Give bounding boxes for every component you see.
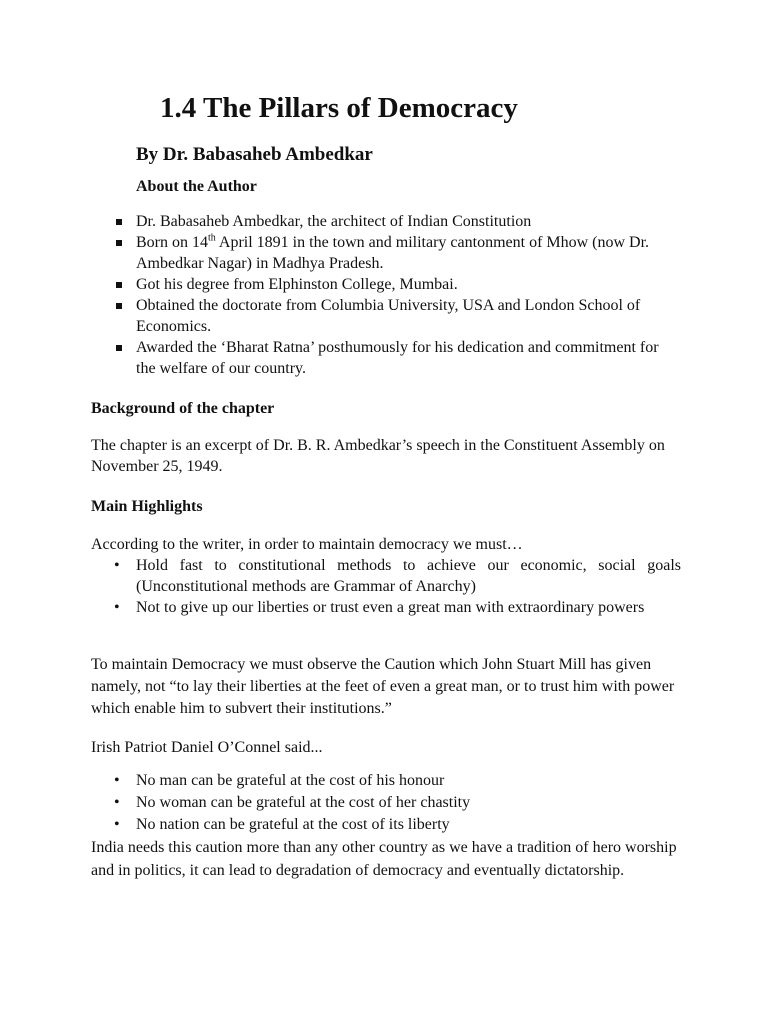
list-item: • No man can be grateful at the cost of his honour (136, 770, 681, 792)
oconnel-intro: Irish Patriot Daniel O’Connel said... (91, 739, 323, 756)
list-item (136, 232, 681, 274)
closing-paragraph: India needs this caution more than any other country as we have a tradition of hero worship and in politics, it can lead to degradation of democracy and eventually dictatorship. (91, 839, 677, 879)
background-heading: Background of the chapter (91, 400, 275, 417)
caution-paragraph: To maintain Democracy we must observe the Caution which John Stuart Mill has given namely, not “to lay their liberties at the feet of even a great man, or to trust him with power which enable him to subvert their institutions.” (91, 656, 675, 717)
highlights-intro: According to the writer, in order to maintain democracy we must… (91, 536, 523, 553)
list-item: Awarded the ‘Bharat Ratna’ posthumously for his dedication and commitment for the welfare of our country. (136, 337, 681, 379)
author-byline: By Dr. Babasaheb Ambedkar (136, 144, 373, 165)
list-item-text: April 1891 in the town and military cantonment of Mhow (now Dr. Ambedkar Nagar) in Madhya Pradesh. (136, 234, 650, 272)
highlights-list (136, 555, 681, 618)
list-item: • Hold fast to constitutional methods to achieve our economic, social goals (Unconstitutional methods are Grammar of Anarchy) (136, 555, 681, 597)
list-item: Got his degree from Elphinston College, Mumbai. (136, 274, 681, 295)
list-item: • Not to give up our liberties or trust even a great man with extraordinary powers (136, 597, 681, 618)
list-item-text: Born on 14 (136, 234, 208, 251)
ordinal-superscript: th (208, 232, 216, 244)
about-author-heading: About the Author (136, 178, 257, 195)
list-item: • No nation can be grateful at the cost of its liberty (136, 814, 681, 836)
list-item: • No woman can be grateful at the cost of her chastity (136, 792, 681, 814)
background-paragraph: The chapter is an excerpt of Dr. B. R. Ambedkar’s speech in the Constituent Assembly on November 25, 1949. (91, 437, 665, 475)
page-title: 1.4 The Pillars of Democracy (160, 92, 518, 124)
list-item: Obtained the doctorate from Columbia University, USA and London School of Economics. (136, 295, 681, 337)
oconnel-quote-list (136, 770, 681, 836)
list-item: Dr. Babasaheb Ambedkar, the architect of Indian Constitution (136, 211, 681, 232)
highlights-heading: Main Highlights (91, 498, 203, 515)
about-author-list (136, 211, 681, 379)
